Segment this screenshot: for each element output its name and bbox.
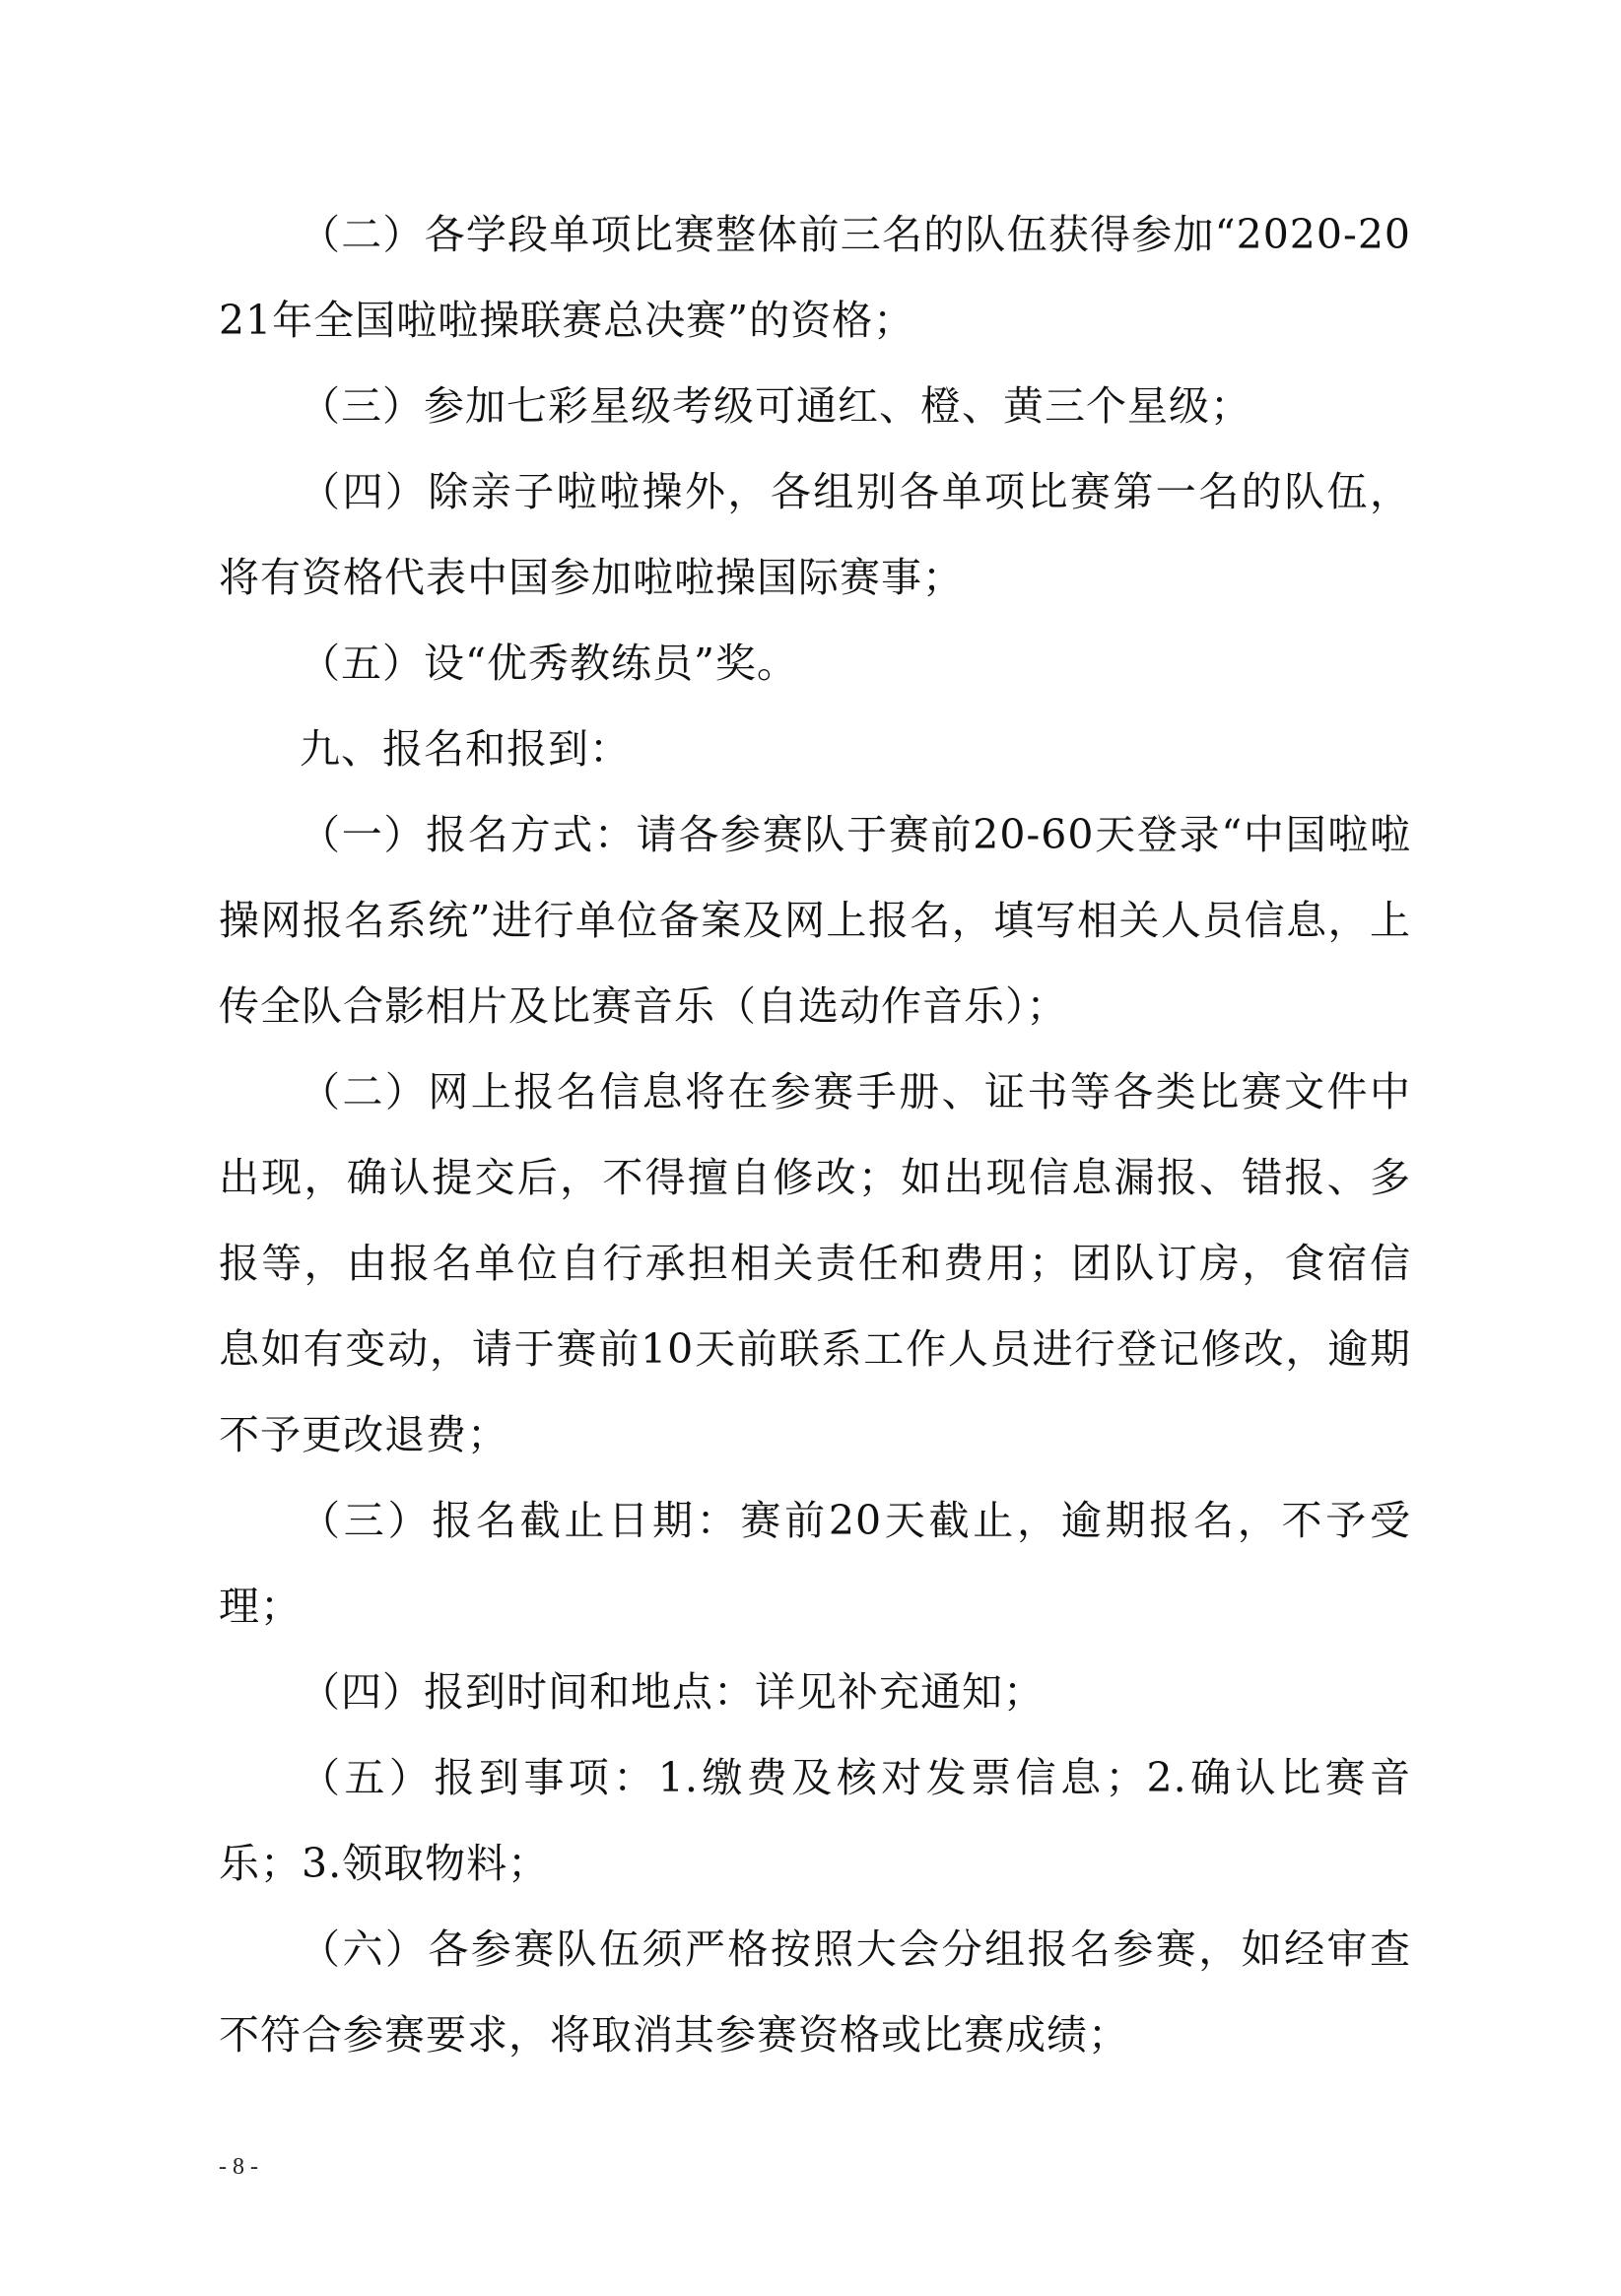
document-body [219,192,1411,2078]
paragraph-group-rules: （六）各参赛队伍须严格按照大会分组报名参赛，如经审查不符合参赛要求，将取消其参赛资格或比赛成绩； [219,1925,1411,2059]
paragraph-international: （四）除亲子啦啦操外，各组别各单项比赛第一名的队伍，将有资格代表中国参加啦啦操国际赛事； [219,468,1411,601]
paragraph-checkin-time: （四）报到时间和地点：详见补充通知； [300,1668,1045,1716]
paragraph-deadline: （三）报名截止日期：赛前20天截止，逾期报名，不予受理； [219,1497,1411,1630]
paragraph-coach-award: （五）设“优秀教练员”奖。 [300,640,798,687]
paragraph-registration-method: （一）报名方式：请各参赛队于赛前20-60天登录“中国啦啦操网报名系统”进行单位备案及网上报名，填写相关人员信息，上传全队合影相片及比赛音乐（自选动作音乐）； [219,811,1411,1030]
paragraph-registration-info: （二）网上报名信息将在参赛手册、证书等各类比赛文件中出现，确认提交后，不得擅自修改；如出现信息漏报、错报、多报等，由报名单位自行承担相关责任和费用；团队订房，食宿信息如有变动，请于赛前10天前联系工作人员进行登记修改，逾期不予更改退费； [219,1068,1411,1458]
paragraph-checkin-items: （五）报到事项：1.缴费及核对发票信息；2.确认比赛音乐；3.领取物料； [219,1754,1411,1887]
page-number: - 8 - [219,2154,258,2180]
paragraph-star-level: （三）参加七彩星级考级可通红、橙、黄三个星级； [300,382,1251,430]
section-heading-registration: 九、报名和报到： [300,725,631,773]
paragraph-award-finals: （二）各学段单项比赛整体前三名的队伍获得参加“2020-2021年全国啦啦操联赛总决赛”的资格； [219,211,1411,344]
